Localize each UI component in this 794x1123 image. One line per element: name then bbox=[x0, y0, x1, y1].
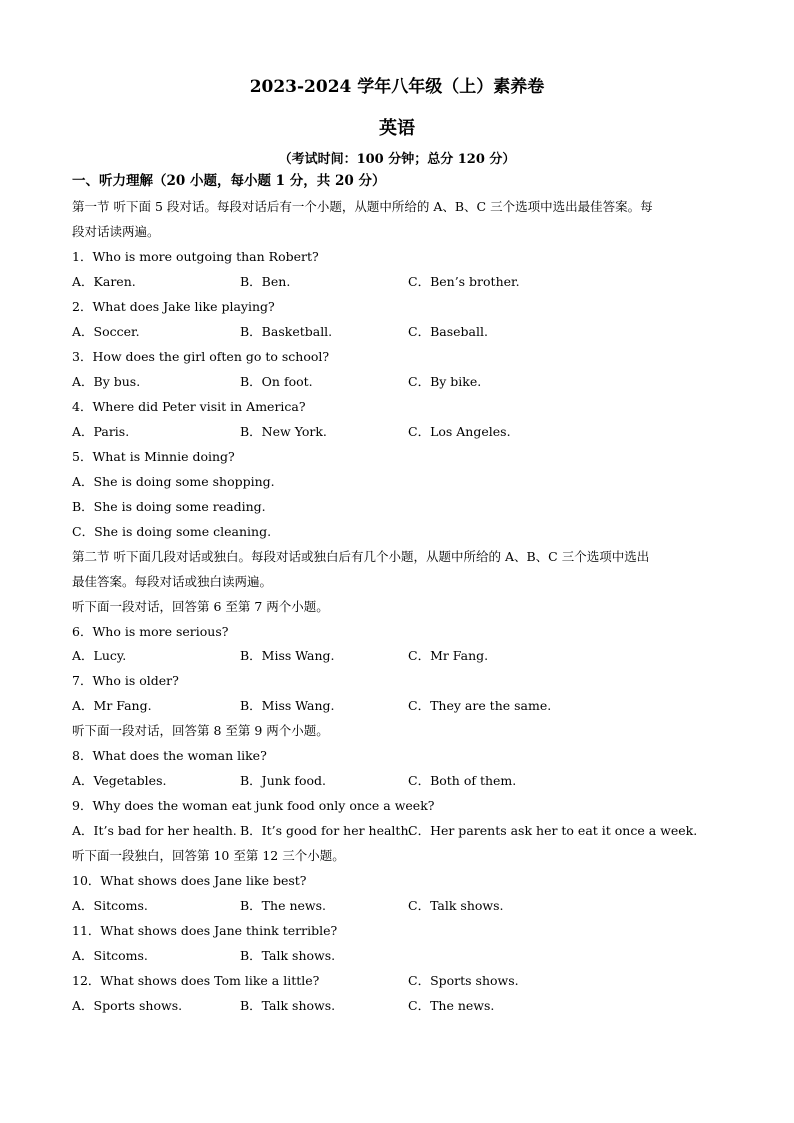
option-a: A．Soccer. bbox=[72, 324, 140, 339]
option-c: C．By bike. bbox=[408, 374, 482, 389]
option-c: C．The news. bbox=[408, 998, 495, 1013]
question-stem: 5．What is Minnie doing? bbox=[72, 449, 235, 464]
question-stem: 12．What shows does Tom like a little? bbox=[72, 973, 320, 988]
question-stem: 1．Who is more outgoing than Robert? bbox=[72, 249, 319, 264]
option-b: B．It’s good for her health. bbox=[240, 823, 413, 838]
dialog-instruction: 听下面一段对话，回答第 6 至第 7 两个小题。 bbox=[72, 599, 329, 614]
question-stem: 6．Who is more serious? bbox=[72, 624, 229, 639]
option-a: A．She is doing some shopping. bbox=[72, 474, 275, 489]
option-c: C．Ben’s brother. bbox=[408, 274, 520, 289]
option-c: C．They are the same. bbox=[408, 698, 552, 713]
part2-intro-line1: 第二节 听下面几段对话或独白。每段对话或独白后有几个小题，从题中所给的 A、B、C 三个选项中选出 bbox=[72, 549, 650, 564]
question-stem: 4．Where did Peter visit in America? bbox=[72, 399, 306, 414]
option-b: B．Miss Wang. bbox=[240, 648, 335, 663]
section-heading: 一、听力理解（20 小题，每小题 1 分，共 20 分） bbox=[72, 173, 386, 189]
question-stem: 2．What does Jake like playing? bbox=[72, 299, 275, 314]
part1-intro-line2: 段对话读两遍。 bbox=[72, 224, 160, 239]
option-a: A．Sports shows. bbox=[72, 998, 183, 1013]
question-stem: 7．Who is older? bbox=[72, 673, 179, 688]
option-b: B．Talk shows. bbox=[240, 948, 336, 963]
option-b: B．Junk food. bbox=[240, 773, 326, 788]
option-a: A．By bus. bbox=[72, 374, 141, 389]
subject-title: 英语 bbox=[379, 118, 415, 139]
option-b: B．New York. bbox=[240, 424, 327, 439]
option-a: A．Sitcoms. bbox=[72, 898, 148, 913]
option-b: B．Talk shows. bbox=[240, 998, 336, 1013]
question-stem: 11．What shows does Jane think terrible? bbox=[72, 923, 338, 938]
option-a: A．Vegetables. bbox=[72, 773, 167, 788]
question-stem: 8．What does the woman like? bbox=[72, 748, 267, 763]
option-a: A．Paris. bbox=[72, 424, 130, 439]
dialog-instruction: 听下面一段对话，回答第 8 至第 9 两个小题。 bbox=[72, 723, 329, 738]
option-c: C．Talk shows. bbox=[408, 898, 504, 913]
option-a: A．Lucy. bbox=[72, 648, 127, 663]
option-b: B．Miss Wang. bbox=[240, 698, 335, 713]
option-c: C．Baseball. bbox=[408, 324, 488, 339]
question-stem: 3．How does the girl often go to school? bbox=[72, 349, 330, 364]
option-c-inline: C．Sports shows. bbox=[408, 973, 519, 988]
option-c: C．Her parents ask her to eat it once a week. bbox=[408, 823, 698, 838]
option-b: B．The news. bbox=[240, 898, 326, 913]
part1-intro-line1: 第一节 听下面 5 段对话。每段对话后有一个小题，从题中所给的 A、B、C 三个选项中选出最佳答案。每 bbox=[72, 199, 653, 214]
option-c: C．She is doing some cleaning. bbox=[72, 524, 272, 539]
monologue-instruction: 听下面一段独白，回答第 10 至第 12 三个小题。 bbox=[72, 848, 345, 863]
option-c: C．Los Angeles. bbox=[408, 424, 511, 439]
option-b: B．On foot. bbox=[240, 374, 313, 389]
option-c: C．Both of them. bbox=[408, 773, 517, 788]
option-a: A．Karen. bbox=[72, 274, 136, 289]
question-stem: 9．Why does the woman eat junk food only once a week? bbox=[72, 798, 435, 813]
option-a: A．Sitcoms. bbox=[72, 948, 148, 963]
option-a: A．It’s bad for her health. bbox=[72, 823, 237, 838]
option-c: C．Mr Fang. bbox=[408, 648, 489, 663]
option-b: B．She is doing some reading. bbox=[72, 499, 266, 514]
exam-info: （考试时间：100 分钟；总分 120 分） bbox=[278, 152, 516, 167]
option-b: B．Basketball. bbox=[240, 324, 333, 339]
question-stem: 10．What shows does Jane like best? bbox=[72, 873, 307, 888]
option-b: B．Ben. bbox=[240, 274, 291, 289]
part2-intro-line2: 最佳答案。每段对话或独白读两遍。 bbox=[72, 574, 273, 589]
option-a: A．Mr Fang. bbox=[72, 698, 152, 713]
page-title: 2023-2024 学年八年级（上）素养卷 bbox=[249, 77, 545, 97]
